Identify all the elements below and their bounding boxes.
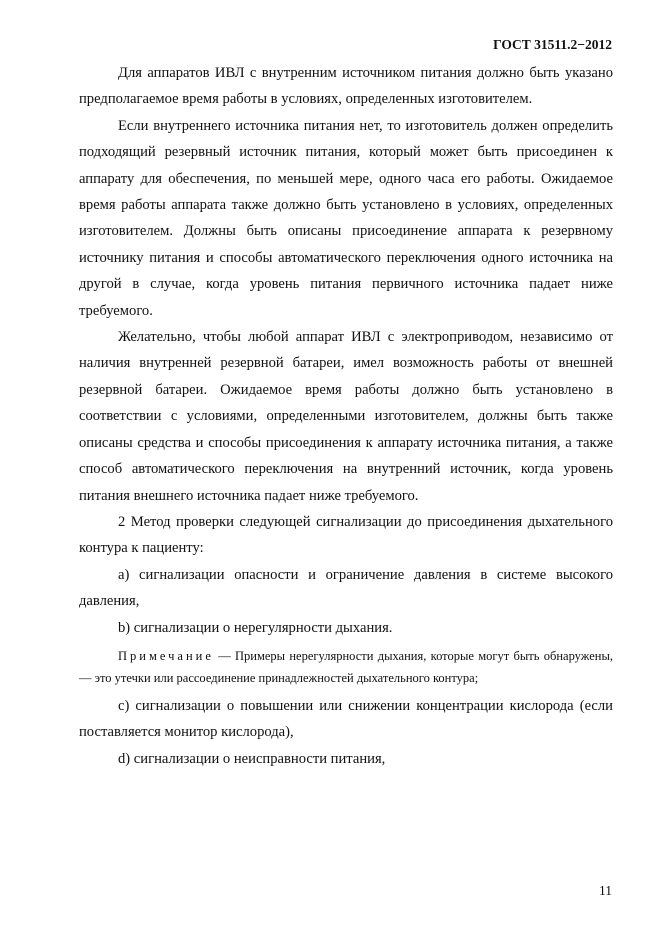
note-text: — Примеры нерегулярности дыхания, которые могут быть обнаружены, — это утечки или рассоединение принадлежностей дыхательного контура; xyxy=(79,648,613,685)
note-label: Примечание xyxy=(118,648,214,663)
document-header: ГОСТ 31511.2−2012 xyxy=(493,37,612,52)
list-item-c: c) сигнализации о повышении или снижении концентрации кислорода (если поставляется монитор кислорода), xyxy=(79,697,613,741)
paragraph-backup-power: Если внутреннего источника питания нет, то изготовитель должен определить подходящий резервный источник питания, который может быть присоединен к аппарату для обеспечения, по меньшей мере, одного часа его работы. Ожидаемое время работы аппарата также должно быть установлено в условиях, определенных изготовителем. Должны быть описаны присоединение аппарата к резервному источнику питания и способы автоматического переключения одного источника на другой в случае, когда уровень питания первичного источника падает ниже требуемого. xyxy=(79,117,613,319)
paragraph-external-battery: Желательно, чтобы любой аппарат ИВЛ с электроприводом, независимо от наличия внутренней резервной батареи, имел возможность работы от внешней резервной батареи. Ожидаемое время работы должно быть установлено в соответствии с условиями, определенными изготовителем, должны быть также описаны средства и способы присоединения к аппарату источника питания, а также способ автоматического переключения на внутренний источник, когда уровень питания внешнего источника падает ниже требуемого. xyxy=(79,329,613,504)
paragraph-test-method: 2 Метод проверки следующей сигнализации до присоединения дыхательного контура к пациенту: xyxy=(79,513,613,557)
document-body xyxy=(79,60,613,772)
note xyxy=(79,645,613,689)
page-number: 11 xyxy=(599,883,612,898)
paragraph-internal-power: Для аппаратов ИВЛ с внутренним источником питания должно быть указано предполагаемое время работы в условиях, определенных изготовителем. xyxy=(79,65,613,108)
list-item-a: a) сигнализации опасности и ограничение давления в системе высокого давления, xyxy=(79,566,613,610)
list-item-d: d) сигнализации о неисправности питания, xyxy=(118,750,386,767)
list-item-b: b) сигнализации о нерегулярности дыхания. xyxy=(118,619,393,636)
